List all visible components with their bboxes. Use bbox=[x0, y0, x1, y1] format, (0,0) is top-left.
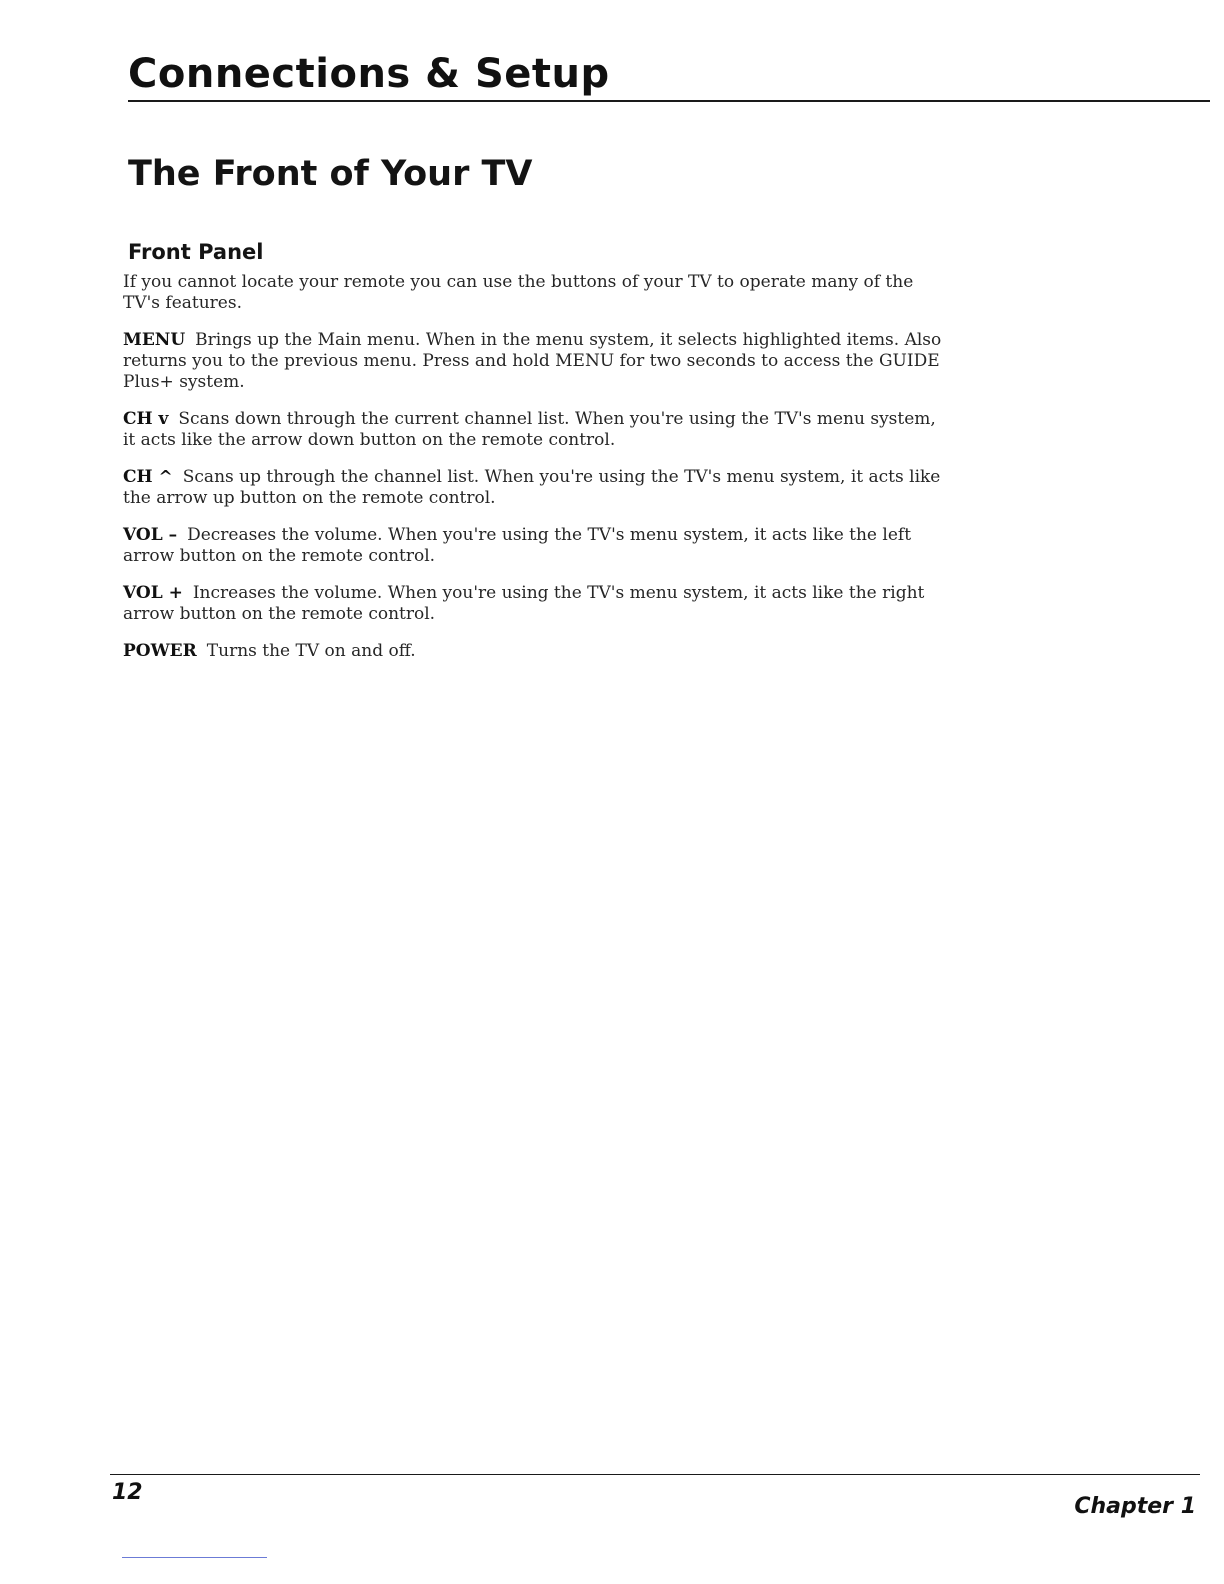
section-header: Connections & Setup bbox=[128, 51, 610, 97]
term-description: Decreases the volume. When you're using the TV's menu system, it acts like the left arrow button on the remote control. bbox=[123, 525, 912, 566]
header-rule bbox=[128, 100, 1210, 102]
item-menu bbox=[123, 330, 953, 393]
page-number: 12 bbox=[112, 1480, 143, 1505]
page-title: The Front of Your TV bbox=[128, 154, 533, 194]
term-label: VOL – bbox=[123, 525, 178, 545]
chapter-label: Chapter 1 bbox=[1074, 1494, 1196, 1519]
item-power bbox=[123, 641, 953, 662]
item-vol-down bbox=[123, 525, 953, 567]
intro-paragraph: If you cannot locate your remote you can use the buttons of your TV to operate many of the TV's features. bbox=[123, 272, 914, 313]
term-label: POWER bbox=[123, 641, 197, 661]
term-description: Scans up through the channel list. When you're using the TV's menu system, it acts like the arrow up button on the remote control. bbox=[123, 467, 941, 508]
subsection-title: Front Panel bbox=[128, 240, 264, 264]
item-ch-down bbox=[123, 409, 953, 451]
term-label: VOL + bbox=[123, 583, 183, 603]
term-label: MENU bbox=[123, 330, 186, 350]
term-description: Increases the volume. When you're using the TV's menu system, it acts like the right arrow button on the remote control. bbox=[123, 583, 925, 624]
term-description: Brings up the Main menu. When in the menu system, it selects highlighted items. Also returns you to the previous menu. Press and hold MENU for two seconds to access the GUIDE Plus+ system. bbox=[123, 330, 942, 392]
scan-artifact-line bbox=[122, 1557, 267, 1558]
item-vol-up bbox=[123, 583, 953, 625]
term-description: Scans down through the current channel list. When you're using the TV's menu system, it acts like the arrow down button on the remote control. bbox=[123, 409, 936, 450]
footer-rule bbox=[110, 1474, 1200, 1475]
body-content bbox=[123, 272, 953, 678]
term-label: CH ^ bbox=[123, 467, 173, 487]
term-label: CH v bbox=[123, 409, 169, 429]
item-ch-up bbox=[123, 467, 953, 509]
term-description: Turns the TV on and off. bbox=[206, 641, 416, 661]
